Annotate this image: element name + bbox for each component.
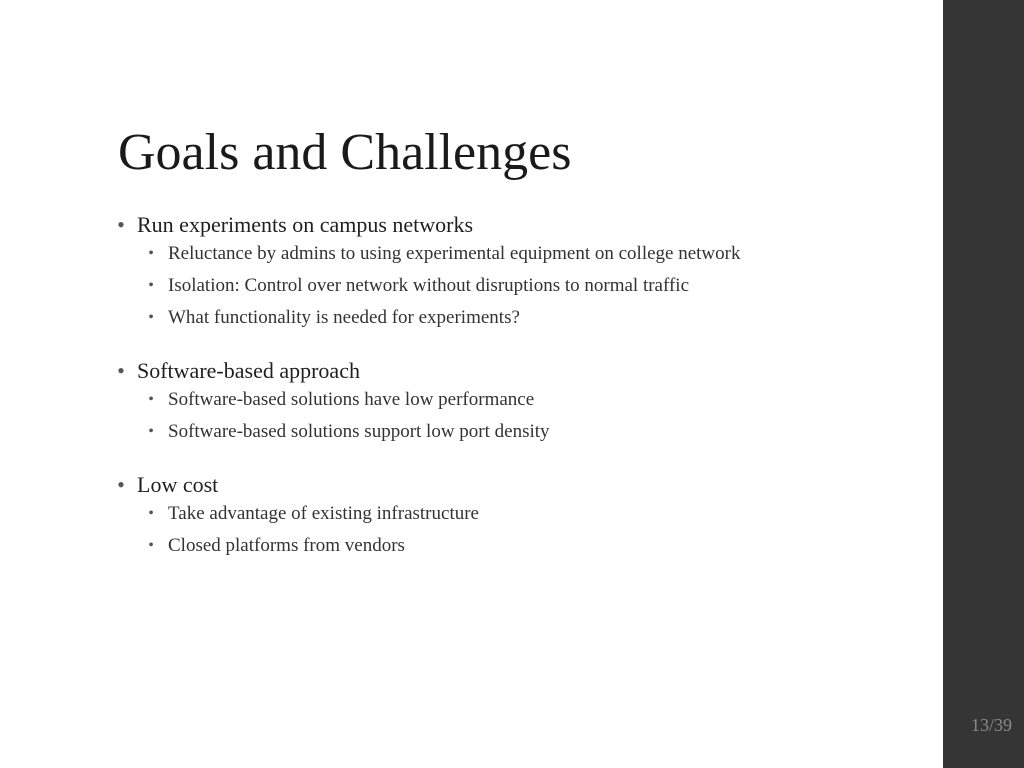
list-item-text: Software-based solutions have low performance [168, 389, 535, 410]
list-item-text: Software-based solutions support low port density [168, 421, 550, 442]
list-item [113, 502, 788, 526]
list-item-text: Closed platforms from vendors [168, 535, 405, 556]
bullet-icon: • [148, 309, 154, 326]
list-item-text: Take advantage of existing infrastructure [168, 503, 479, 524]
section-low-cost [113, 468, 813, 558]
list-item [113, 306, 788, 330]
bullet-icon: • [148, 505, 154, 522]
sub-bullet-list [113, 502, 813, 558]
bullet-icon: • [148, 277, 154, 294]
bullet-icon: • [148, 537, 154, 554]
bullet-icon: • [148, 245, 154, 262]
list-item [113, 242, 788, 266]
list-item [113, 420, 788, 444]
section-run-experiments [113, 208, 813, 330]
list-item-text: Isolation: Control over network without disruptions to normal traffic [168, 275, 690, 296]
section-heading-text: Low cost [137, 472, 219, 497]
section-heading [113, 208, 813, 242]
section-software-approach [113, 354, 813, 444]
slide-content [113, 208, 813, 582]
sub-bullet-list [113, 242, 813, 330]
right-sidebar [943, 0, 1024, 768]
section-heading-text: Software-based approach [137, 358, 360, 383]
page-number: 13/39 [970, 715, 1012, 735]
bullet-icon: • [117, 212, 125, 237]
section-heading [113, 354, 813, 388]
bullet-icon: • [117, 472, 125, 497]
bullet-icon: • [148, 423, 154, 440]
list-item-text: What functionality is needed for experiments? [168, 307, 520, 328]
section-heading-text: Run experiments on campus networks [137, 212, 474, 237]
sub-bullet-list [113, 388, 813, 444]
list-item [113, 388, 788, 412]
section-heading [113, 468, 813, 502]
bullet-icon: • [148, 391, 154, 408]
bullet-icon: • [117, 358, 125, 383]
list-item [113, 274, 788, 298]
slide-title: Goals and Challenges [118, 124, 572, 181]
list-item-text: Reluctance by admins to using experimental equipment on college network [168, 243, 741, 264]
list-item [113, 534, 788, 558]
